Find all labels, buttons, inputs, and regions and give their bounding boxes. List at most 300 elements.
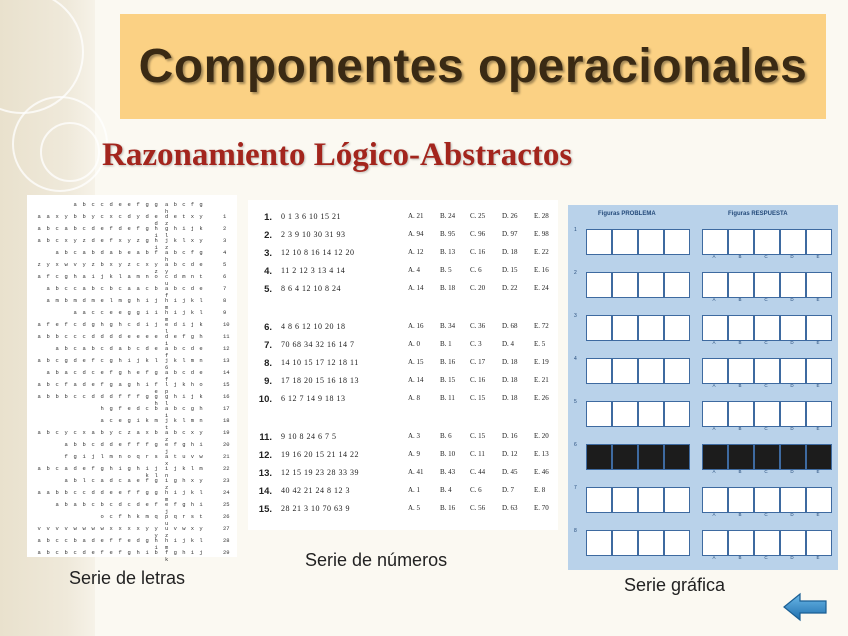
graphic-series-image (568, 205, 838, 570)
figure-row-number: 6 (574, 442, 577, 448)
number-option: B. 4 (440, 486, 452, 494)
letter-sequence: a b c g d e f c g h i j k l (37, 357, 159, 364)
letter-row (27, 513, 237, 527)
letter-row (27, 477, 237, 491)
letter-row-number: 14 (223, 369, 230, 376)
number-option: E. 98 (534, 230, 549, 238)
letter-sequence: a a c c e e g g i i (73, 309, 159, 316)
number-sequence: 4 8 6 12 10 20 18 (281, 322, 346, 331)
answer-letter: A (712, 383, 716, 388)
letters-caption: Serie de letras (69, 568, 186, 588)
letter-row (27, 381, 237, 395)
answer-figure (780, 444, 806, 470)
answer-letter: B (738, 383, 742, 388)
letter-row (27, 393, 237, 407)
letter-options: d e t x y z (165, 213, 204, 227)
answer-letter: E (816, 512, 820, 517)
problem-figure (586, 272, 612, 298)
letter-row (27, 549, 237, 563)
answer-figure (780, 315, 806, 341)
number-row-index: 3. (264, 248, 272, 259)
letter-row (27, 285, 237, 299)
letter-sequence: a m b m d m e l m g h i j (46, 297, 159, 304)
answer-letter: E (816, 297, 820, 302)
letter-options: a b c d e f (165, 345, 204, 359)
letter-row-number: 19 (223, 429, 230, 436)
letter-row-number: 26 (223, 513, 230, 520)
number-option: B. 15 (440, 376, 456, 384)
letter-row-number: 22 (223, 465, 230, 472)
figure-row-number: 3 (574, 313, 577, 319)
answer-figure (728, 487, 754, 513)
letter-series-image (27, 195, 237, 563)
problem-figure (638, 358, 664, 384)
letter-row-number: 8 (223, 297, 227, 304)
number-option: C. 96 (470, 230, 486, 238)
letter-sequence: a b c a b d a b e a b f (55, 249, 159, 256)
answer-letter: D (790, 254, 794, 259)
problem-figure (664, 487, 690, 513)
number-option: B. 34 (440, 322, 456, 330)
slide-title: Componentes operacionales (138, 40, 808, 93)
letter-options: a b c x y z (165, 429, 204, 443)
figure-row (568, 223, 838, 265)
problem-figure (612, 229, 638, 255)
number-sequence: 6 12 7 14 9 18 13 (281, 394, 346, 403)
answer-figure (754, 315, 780, 341)
number-option: D. 26 (502, 212, 518, 220)
number-option: A. 41 (408, 468, 424, 476)
answer-figure (780, 401, 806, 427)
letter-sequence: a f c g h a i j k l a m n o (37, 273, 159, 280)
figure-row-number: 8 (574, 528, 577, 534)
answer-letter: D (790, 469, 794, 474)
answer-figure (806, 487, 832, 513)
number-row (248, 248, 558, 264)
number-option: E. 5 (534, 340, 546, 348)
figure-row-number: 4 (574, 356, 577, 362)
answer-figure (780, 229, 806, 255)
number-sequence: 28 21 3 10 70 63 9 (281, 504, 350, 513)
number-sequence: 17 18 20 15 16 18 13 (281, 376, 359, 385)
figure-row (568, 266, 838, 308)
letter-sequence: a a b b c c d d e e f f g g (37, 489, 159, 496)
letter-row (27, 213, 237, 227)
number-row (248, 394, 558, 410)
answer-letter: E (816, 426, 820, 431)
number-option: B. 1 (440, 340, 452, 348)
letter-options: u v w x y z (165, 525, 204, 539)
number-option: E. 21 (534, 376, 549, 384)
letter-sequence: a b c a d e f g h i g h i j k l (37, 465, 159, 479)
number-option: D. 97 (502, 230, 518, 238)
answer-letter: A (712, 555, 716, 560)
problem-figure (612, 315, 638, 341)
answer-figure (754, 487, 780, 513)
problem-figure (586, 444, 612, 470)
number-row (248, 266, 558, 282)
answer-figure (754, 444, 780, 470)
answer-figure (728, 272, 754, 298)
letter-row-number: 23 (223, 477, 230, 484)
answer-letter: B (738, 297, 742, 302)
problem-figure (638, 272, 664, 298)
letter-sequence: a b a c d c e f g h e f g (46, 369, 159, 376)
letter-options: a b c d e f (165, 369, 204, 383)
letter-row-number: 24 (223, 489, 230, 496)
answer-letter: C (764, 469, 768, 474)
answer-figure (728, 530, 754, 556)
letter-options: c d m n t u (165, 273, 204, 287)
number-row (248, 322, 558, 338)
problem-figures-header: Figuras PROBLEMA (598, 211, 656, 217)
graphic-caption: Serie gráfica (624, 575, 726, 595)
letter-options: e d i j k l (165, 321, 204, 335)
letter-options: i j k l m n (165, 465, 204, 479)
number-sequence: 14 10 15 17 12 18 11 (281, 358, 359, 367)
answer-letter: D (790, 297, 794, 302)
letter-options: a b c f g h (165, 249, 204, 263)
left-arrow-icon (782, 592, 828, 622)
number-option: D. 18 (502, 248, 518, 256)
letter-row (27, 237, 237, 251)
letter-row (27, 417, 237, 431)
letter-options: h i j k l m (165, 297, 204, 311)
letter-sequence: a b a b c b c d c d e f (55, 501, 159, 508)
letter-sequence: o c f h k m q (100, 513, 159, 520)
number-row-index: 10. (258, 394, 272, 405)
number-sequence: 2 3 9 10 30 31 93 (281, 230, 346, 239)
letter-row (27, 369, 237, 383)
number-option: D. 4 (502, 340, 515, 348)
number-row-index: 9. (264, 376, 272, 387)
number-option: C. 15 (470, 432, 486, 440)
number-row (248, 212, 558, 228)
number-option: E. 46 (534, 468, 549, 476)
number-row (248, 340, 558, 356)
answer-figure (754, 358, 780, 384)
letter-row (27, 429, 237, 443)
letter-sequence: a b c y c x a b y c z a x b (37, 429, 159, 436)
letter-options: p q r s t u (165, 513, 204, 527)
number-option: D. 18 (502, 394, 518, 402)
problem-figure (612, 272, 638, 298)
answer-figure (754, 530, 780, 556)
problem-figure (612, 444, 638, 470)
answer-letter: B (738, 469, 742, 474)
answer-figure (806, 229, 832, 255)
problem-figure (664, 530, 690, 556)
letter-options: d e f g h i (165, 333, 204, 347)
letter-row-number: 3 (223, 237, 227, 244)
number-option: E. 13 (534, 450, 549, 458)
letter-options: l j k h o p (165, 381, 204, 395)
letter-options: i g h x y z (165, 477, 204, 491)
slide-subtitle: Razonamiento Lógico-Abstractos (102, 137, 573, 173)
number-row (248, 230, 558, 246)
number-sequence: 40 42 21 24 8 12 3 (281, 486, 350, 495)
number-option: B. 13 (440, 248, 456, 256)
number-option: C. 56 (470, 504, 486, 512)
number-option: E. 72 (534, 322, 549, 330)
letter-sequence: a f e f c d g h g h c d i j (37, 321, 159, 328)
problem-figure (664, 315, 690, 341)
problem-figure (638, 229, 664, 255)
number-option: B. 10 (440, 450, 456, 458)
letter-sequence: a b c a b c d a b c d e (55, 345, 159, 352)
number-row-index: 14. (258, 486, 272, 497)
number-option: D. 45 (502, 468, 518, 476)
answer-figure (780, 487, 806, 513)
number-row-index: 7. (264, 340, 272, 351)
number-option: A. 5 (408, 504, 421, 512)
figure-row (568, 352, 838, 394)
number-option: E. 26 (534, 394, 549, 402)
answer-letter: D (790, 383, 794, 388)
number-option: B. 6 (440, 432, 452, 440)
letter-sequence: a b c c a b c b c a a c b (46, 285, 159, 292)
problem-figure (664, 444, 690, 470)
number-option: C. 3 (470, 340, 482, 348)
number-row (248, 284, 558, 300)
letter-row (27, 201, 237, 215)
number-row-index: 11. (259, 432, 272, 443)
letter-row-number: 15 (223, 381, 230, 388)
number-option: A. 4 (408, 266, 421, 274)
number-option: D. 68 (502, 322, 518, 330)
problem-figure (638, 530, 664, 556)
answer-letter: B (738, 340, 742, 345)
answer-figure (754, 272, 780, 298)
letter-sequence: a a x y b b y c x c d y d e d (37, 213, 159, 227)
letter-sequence: z y x w v y z b x y z c x y z (37, 261, 159, 275)
figure-row (568, 309, 838, 351)
number-option: B. 5 (440, 266, 452, 274)
problem-figure (638, 401, 664, 427)
letter-options: g h i j k l (165, 393, 204, 407)
number-row (248, 376, 558, 392)
answer-letter: D (790, 426, 794, 431)
answer-figure (806, 315, 832, 341)
letter-row-number: 4 (223, 249, 227, 256)
answer-letter: E (816, 340, 820, 345)
answer-figure (780, 530, 806, 556)
number-sequence: 19 16 20 15 21 14 22 (281, 450, 359, 459)
number-sequence: 11 2 12 3 13 4 14 (281, 266, 346, 275)
problem-figure (612, 487, 638, 513)
letter-options: j k l m n t (165, 417, 204, 431)
answer-letter: D (790, 340, 794, 345)
answer-letter: C (764, 340, 768, 345)
number-option: C. 11 (470, 450, 485, 458)
problem-figure (664, 272, 690, 298)
number-option: A. 1 (408, 486, 421, 494)
number-option: A. 15 (408, 358, 424, 366)
letter-options: e f g h i j (165, 501, 204, 515)
letter-row-number: 9 (223, 309, 227, 316)
letter-sequence: a b b b c c d d d f f f g g h (37, 393, 159, 407)
number-row (248, 450, 558, 466)
letter-row-number: 12 (223, 345, 230, 352)
problem-figure (612, 401, 638, 427)
answer-letter: B (738, 555, 742, 560)
answer-letter: A (712, 254, 716, 259)
letter-row (27, 537, 237, 551)
number-option: C. 16 (470, 248, 486, 256)
figure-row (568, 395, 838, 437)
number-sequence: 0 1 3 6 10 15 21 (281, 212, 341, 221)
numbers-caption: Serie de números (305, 550, 448, 570)
answer-figure (728, 229, 754, 255)
number-sequence: 70 68 34 32 16 14 7 (281, 340, 355, 349)
number-option: C. 25 (470, 212, 486, 220)
letter-row-number: 5 (223, 261, 227, 268)
number-row-index: 2. (264, 230, 272, 241)
letter-row-number: 27 (223, 525, 230, 532)
number-option: B. 11 (440, 394, 455, 402)
letter-row (27, 261, 237, 275)
number-row-index: 5. (264, 284, 272, 295)
problem-figure (664, 401, 690, 427)
answer-figure (702, 229, 728, 255)
answer-figure (702, 272, 728, 298)
letter-row (27, 249, 237, 263)
letter-row-number: 21 (223, 453, 230, 460)
letter-sequence: f g i j l m n o q r s (64, 453, 159, 460)
answer-letter: C (764, 383, 768, 388)
number-option: C. 20 (470, 284, 486, 292)
answer-figure (702, 315, 728, 341)
letter-sequence: a b b c c c d d d d e e e e (37, 333, 159, 340)
number-row-index: 15. (258, 504, 272, 515)
number-option: A. 0 (408, 340, 421, 348)
figure-row (568, 481, 838, 523)
number-option: E. 8 (534, 486, 546, 494)
answer-figure (702, 444, 728, 470)
problem-figure (638, 487, 664, 513)
letter-options: a t u v w x (165, 453, 204, 467)
number-row-index: 8. (264, 358, 272, 369)
title-banner (120, 14, 826, 119)
number-option: B. 18 (440, 284, 456, 292)
number-sequence: 12 15 19 23 28 33 39 (281, 468, 359, 477)
letter-sequence: a c e g i k m (100, 417, 159, 424)
number-sequence: 9 10 8 24 6 7 5 (281, 432, 337, 441)
answer-figure (702, 487, 728, 513)
answer-figure (702, 530, 728, 556)
letter-options: h i j k l m (165, 489, 204, 503)
number-option: B. 43 (440, 468, 456, 476)
letter-row (27, 297, 237, 311)
problem-figure (612, 358, 638, 384)
number-row-index: 4. (264, 266, 272, 277)
answer-figure (702, 358, 728, 384)
letter-row-number: 10 (223, 321, 230, 328)
answer-figure (728, 358, 754, 384)
letter-row-number: 7 (223, 285, 227, 292)
figure-row (568, 438, 838, 480)
number-option: C. 15 (470, 394, 486, 402)
letter-options: h i j k l m (165, 537, 204, 551)
problem-figure (586, 487, 612, 513)
letter-options: j k l m n 6 (165, 357, 204, 371)
number-option: A. 3 (408, 432, 421, 440)
answer-figure (728, 444, 754, 470)
letter-options: e f g h i j (165, 441, 204, 455)
answer-figure (754, 401, 780, 427)
letter-row-number: 6 (223, 273, 227, 280)
letter-row (27, 273, 237, 287)
figure-row-number: 2 (574, 270, 577, 276)
number-option: C. 44 (470, 468, 486, 476)
letter-row-number: 11 (223, 333, 230, 340)
number-option: C. 17 (470, 358, 486, 366)
answer-letter: E (816, 469, 820, 474)
letter-row-number: 18 (223, 417, 230, 424)
number-row-index: 6. (264, 322, 272, 333)
answer-letter: E (816, 383, 820, 388)
number-option: C. 6 (470, 486, 482, 494)
letter-options: j k l x y z (165, 237, 204, 251)
problem-figure (664, 358, 690, 384)
letter-options: h i j k l m (165, 309, 204, 323)
letter-row-number: 29 (223, 549, 230, 556)
answer-letter: A (712, 469, 716, 474)
letter-row (27, 441, 237, 455)
answer-figure (780, 358, 806, 384)
problem-figure (586, 229, 612, 255)
number-option: A. 14 (408, 284, 424, 292)
number-row-index: 13. (258, 468, 272, 479)
letter-row (27, 489, 237, 503)
letter-row-number: 13 (223, 357, 230, 364)
letter-sequence: a b c b c d e f e f g h i b (37, 549, 159, 556)
back-button[interactable] (782, 592, 828, 622)
answer-letter: C (764, 297, 768, 302)
number-option: E. 28 (534, 212, 549, 220)
letter-sequence: v v v v w w w w x x x x y y y (37, 525, 159, 539)
number-option: B. 16 (440, 358, 456, 366)
problem-figure (664, 229, 690, 255)
letter-row-number: 28 (223, 537, 230, 544)
decor-ring-small (40, 122, 100, 182)
number-row (248, 504, 558, 520)
number-sequence: 8 6 4 12 10 8 24 (281, 284, 341, 293)
letter-row (27, 321, 237, 335)
number-option: D. 63 (502, 504, 518, 512)
number-sequence: 12 10 8 16 14 12 20 (281, 248, 355, 257)
number-option: E. 24 (534, 284, 549, 292)
answer-letter: A (712, 340, 716, 345)
number-option: D. 18 (502, 358, 518, 366)
number-series-image (248, 200, 558, 530)
letter-row (27, 225, 237, 239)
figure-row (568, 524, 838, 566)
letter-row (27, 333, 237, 347)
problem-figure (586, 530, 612, 556)
answer-letter: B (738, 254, 742, 259)
number-option: E. 19 (534, 358, 549, 366)
letter-options: a b c d e y (165, 261, 204, 275)
letter-row-number: 2 (223, 225, 227, 232)
number-option: E. 22 (534, 248, 549, 256)
letter-row-number: 16 (223, 393, 230, 400)
number-option: A. 14 (408, 376, 424, 384)
letter-row (27, 501, 237, 515)
number-option: A. 16 (408, 322, 424, 330)
number-option: B. 16 (440, 504, 456, 512)
number-option: A. 21 (408, 212, 424, 220)
